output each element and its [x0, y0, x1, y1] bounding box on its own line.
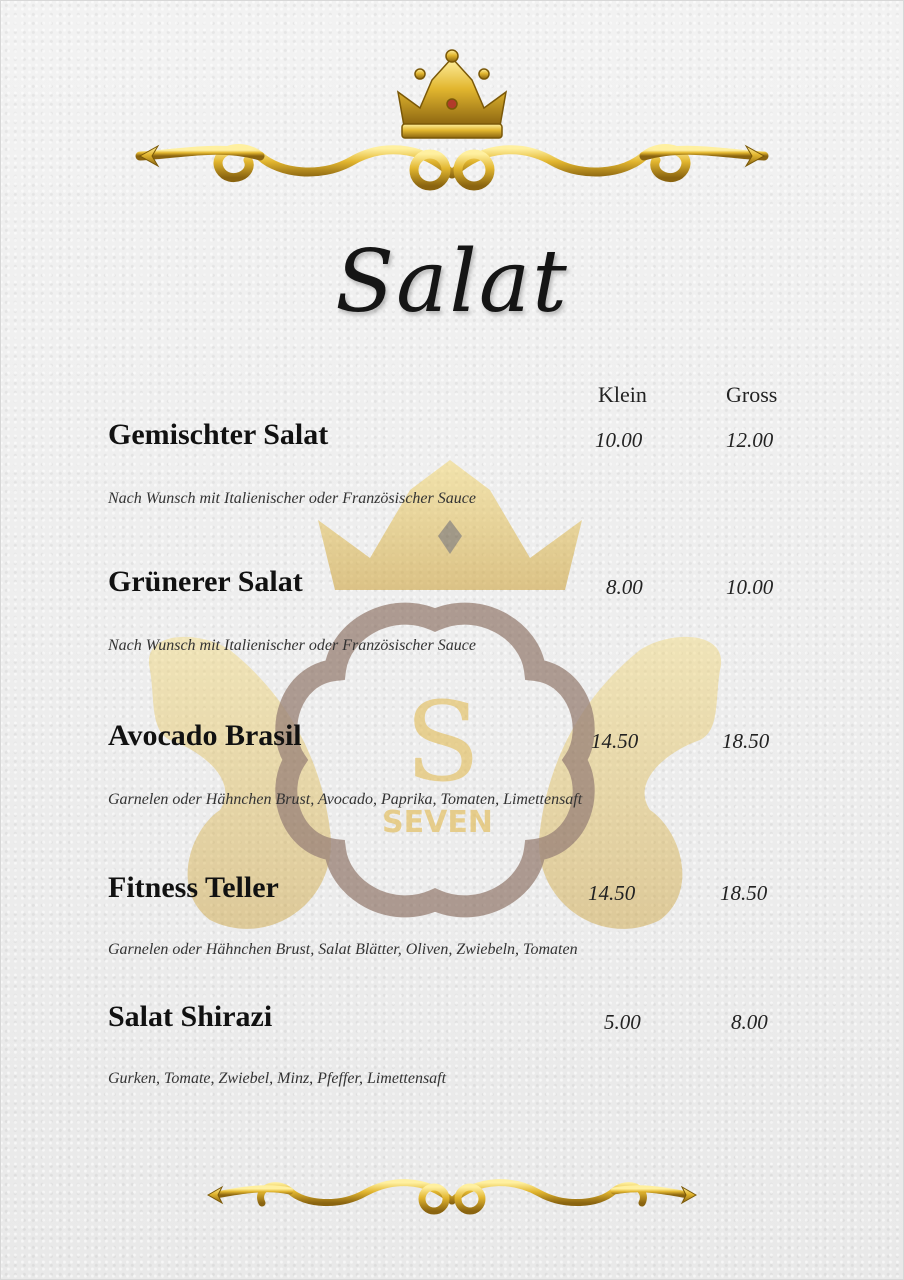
price-small: 14.50 — [591, 729, 639, 753]
bottom-flourish-ornament — [0, 1165, 904, 1235]
price-large: 18.50 — [722, 729, 770, 753]
item-name: Salat Shirazi — [108, 1000, 273, 1033]
logo-watermark-letter: S — [405, 678, 481, 806]
logo-watermark-text: SEVEN — [382, 805, 493, 840]
item-description: Nach Wunsch mit Italienischer oder Französischer Sauce — [108, 490, 476, 507]
crown-flourish-ornament — [0, 44, 904, 204]
price-large: 8.00 — [731, 1010, 768, 1034]
item-description: Nach Wunsch mit Italienischer oder Französischer Sauce — [108, 637, 476, 654]
crown-watermark-icon — [318, 460, 582, 590]
page-title: Salat — [335, 232, 569, 332]
column-header-small: Klein — [598, 382, 647, 407]
item-description: Garnelen oder Hähnchen Brust, Avocado, Paprika, Tomaten, Limettensaft — [108, 791, 583, 808]
item-description: Gurken, Tomate, Zwiebel, Minz, Pfeffer, Limettensaft — [108, 1070, 447, 1087]
flourish-icon — [140, 149, 764, 186]
price-small: 8.00 — [606, 575, 643, 599]
price-large: 18.50 — [720, 881, 768, 905]
item-name: Grünerer Salat — [108, 565, 303, 598]
item-name: Fitness Teller — [108, 871, 279, 904]
item-description: Garnelen oder Hähnchen Brust, Salat Blätter, Oliven, Zwiebeln, Tomaten — [108, 941, 578, 958]
price-large: 12.00 — [726, 428, 774, 452]
crown-icon — [398, 50, 506, 138]
flourish-icon — [215, 1183, 689, 1211]
item-name: Gemischter Salat — [108, 418, 329, 451]
price-small: 10.00 — [595, 428, 643, 452]
price-small: 14.50 — [588, 881, 636, 905]
price-small: 5.00 — [604, 1010, 641, 1034]
price-large: 10.00 — [726, 575, 774, 599]
column-header-large: Gross — [726, 382, 778, 407]
item-name: Avocado Brasil — [108, 719, 302, 752]
